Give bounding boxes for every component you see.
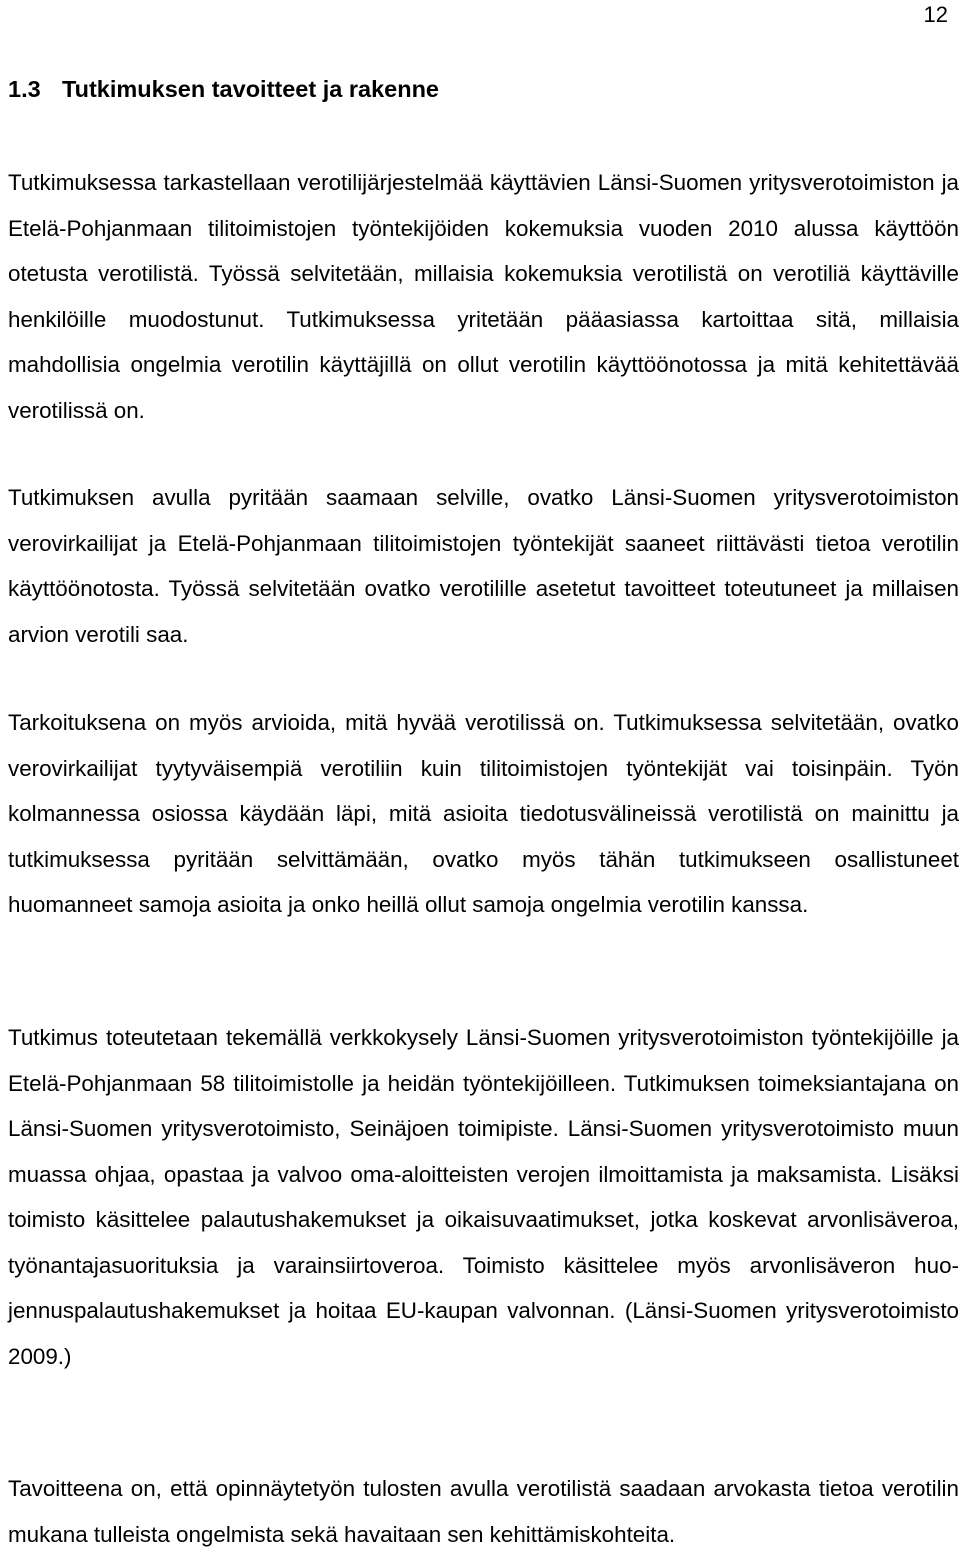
paragraph-research-goal: Tutkimuksen avulla pyritään saamaan selville, ovatko Länsi-Suomen yritysverotoimiston verovirkailijat ja Etelä-Pohjanmaan tilitoimistojen työntekijät saaneet riittävästi tietoa verotilin käyttöönotosta. Työssä selvitetään ovatko verotilille asetetut tavoitteet toteutuneet ja millaisen arvion verotili saa. xyxy=(8,485,959,647)
section-number: 1.3 xyxy=(8,76,41,102)
paragraph-evaluation: Tarkoituksena on myös arvioida, mitä hyvää verotilissä on. Tutkimuksessa selvitetään, ovatko verovirkailijat tyytyväisempiä verotiliin kuin tilitoimistojen työntekijät vai toisinpäin. Työn kolmannessa osiossa käydään läpi, mitä asioita tiedotusvälineissä verotilistä on mainittu ja tutkimuksessa pyritään selvittämään, ovatko myös tähän tutkimukseen osallistuneet huomanneet samoja asioita ja onko heillä ollut samoja ongelmia verotilin kanssa. xyxy=(8,710,959,917)
paragraph-implementation: Tutkimus toteutetaan tekemällä verkkokysely Länsi-Suomen yritysverotoimiston työntekijöille ja Etelä-Pohjanmaan 58 tilitoimistolle ja heidän työntekijöilleen. Tutkimuksen toimeksiantajana on Länsi-Suomen yritysverotoimisto, Seinäjoen toimipiste. Länsi-Suomen yritysverotoimisto muun muassa ohjaa, opastaa ja valvoo oma-aloitteisten verojen ilmoittamista ja maksamista. Lisäksi toimisto käsittelee palautushakemukset ja oikaisuvaatimukset, jotka koskevat arvonlisäveroa, työnantajasuorituksia ja varainsiirtoveroa. Toimisto käsittelee myös arvonlisäveron huojennuspalautushakemukset ja hoitaa EU-kaupan valvonnan. (Länsi-Suomen yritysverotoimisto 2009.) xyxy=(8,1025,959,1369)
section-heading xyxy=(8,74,439,104)
section-title: Tutkimuksen tavoitteet ja rakenne xyxy=(62,76,439,102)
paragraph-objective: Tavoitteena on, että opinnäytetyön tulosten avulla verotilistä saadaan arvokasta tietoa verotilin mukana tulleista ongelmista sekä havaitaan sen kehittämiskohteita. xyxy=(8,1476,959,1547)
paragraph-research-scope: Tutkimuksessa tarkastellaan verotilijärjestelmää käyttävien Länsi-Suomen yritysverotoimiston ja Etelä-Pohjanmaan tilitoimistojen työntekijöiden kokemuksia vuoden 2010 alussa käyttöön otetusta verotilistä. Työssä selvitetään, millaisia kokemuksia verotilistä on verotiliä käyttäville henkilöille muodostunut. Tutkimuksessa yritetään pääasiassa kartoittaa sitä, millaisia mahdollisia ongelmia verotilin käyttäjillä on ollut verotilin käyttöönotossa ja mitä kehitettävää verotilissä on. xyxy=(8,170,959,423)
page-number: 12 xyxy=(923,2,948,27)
